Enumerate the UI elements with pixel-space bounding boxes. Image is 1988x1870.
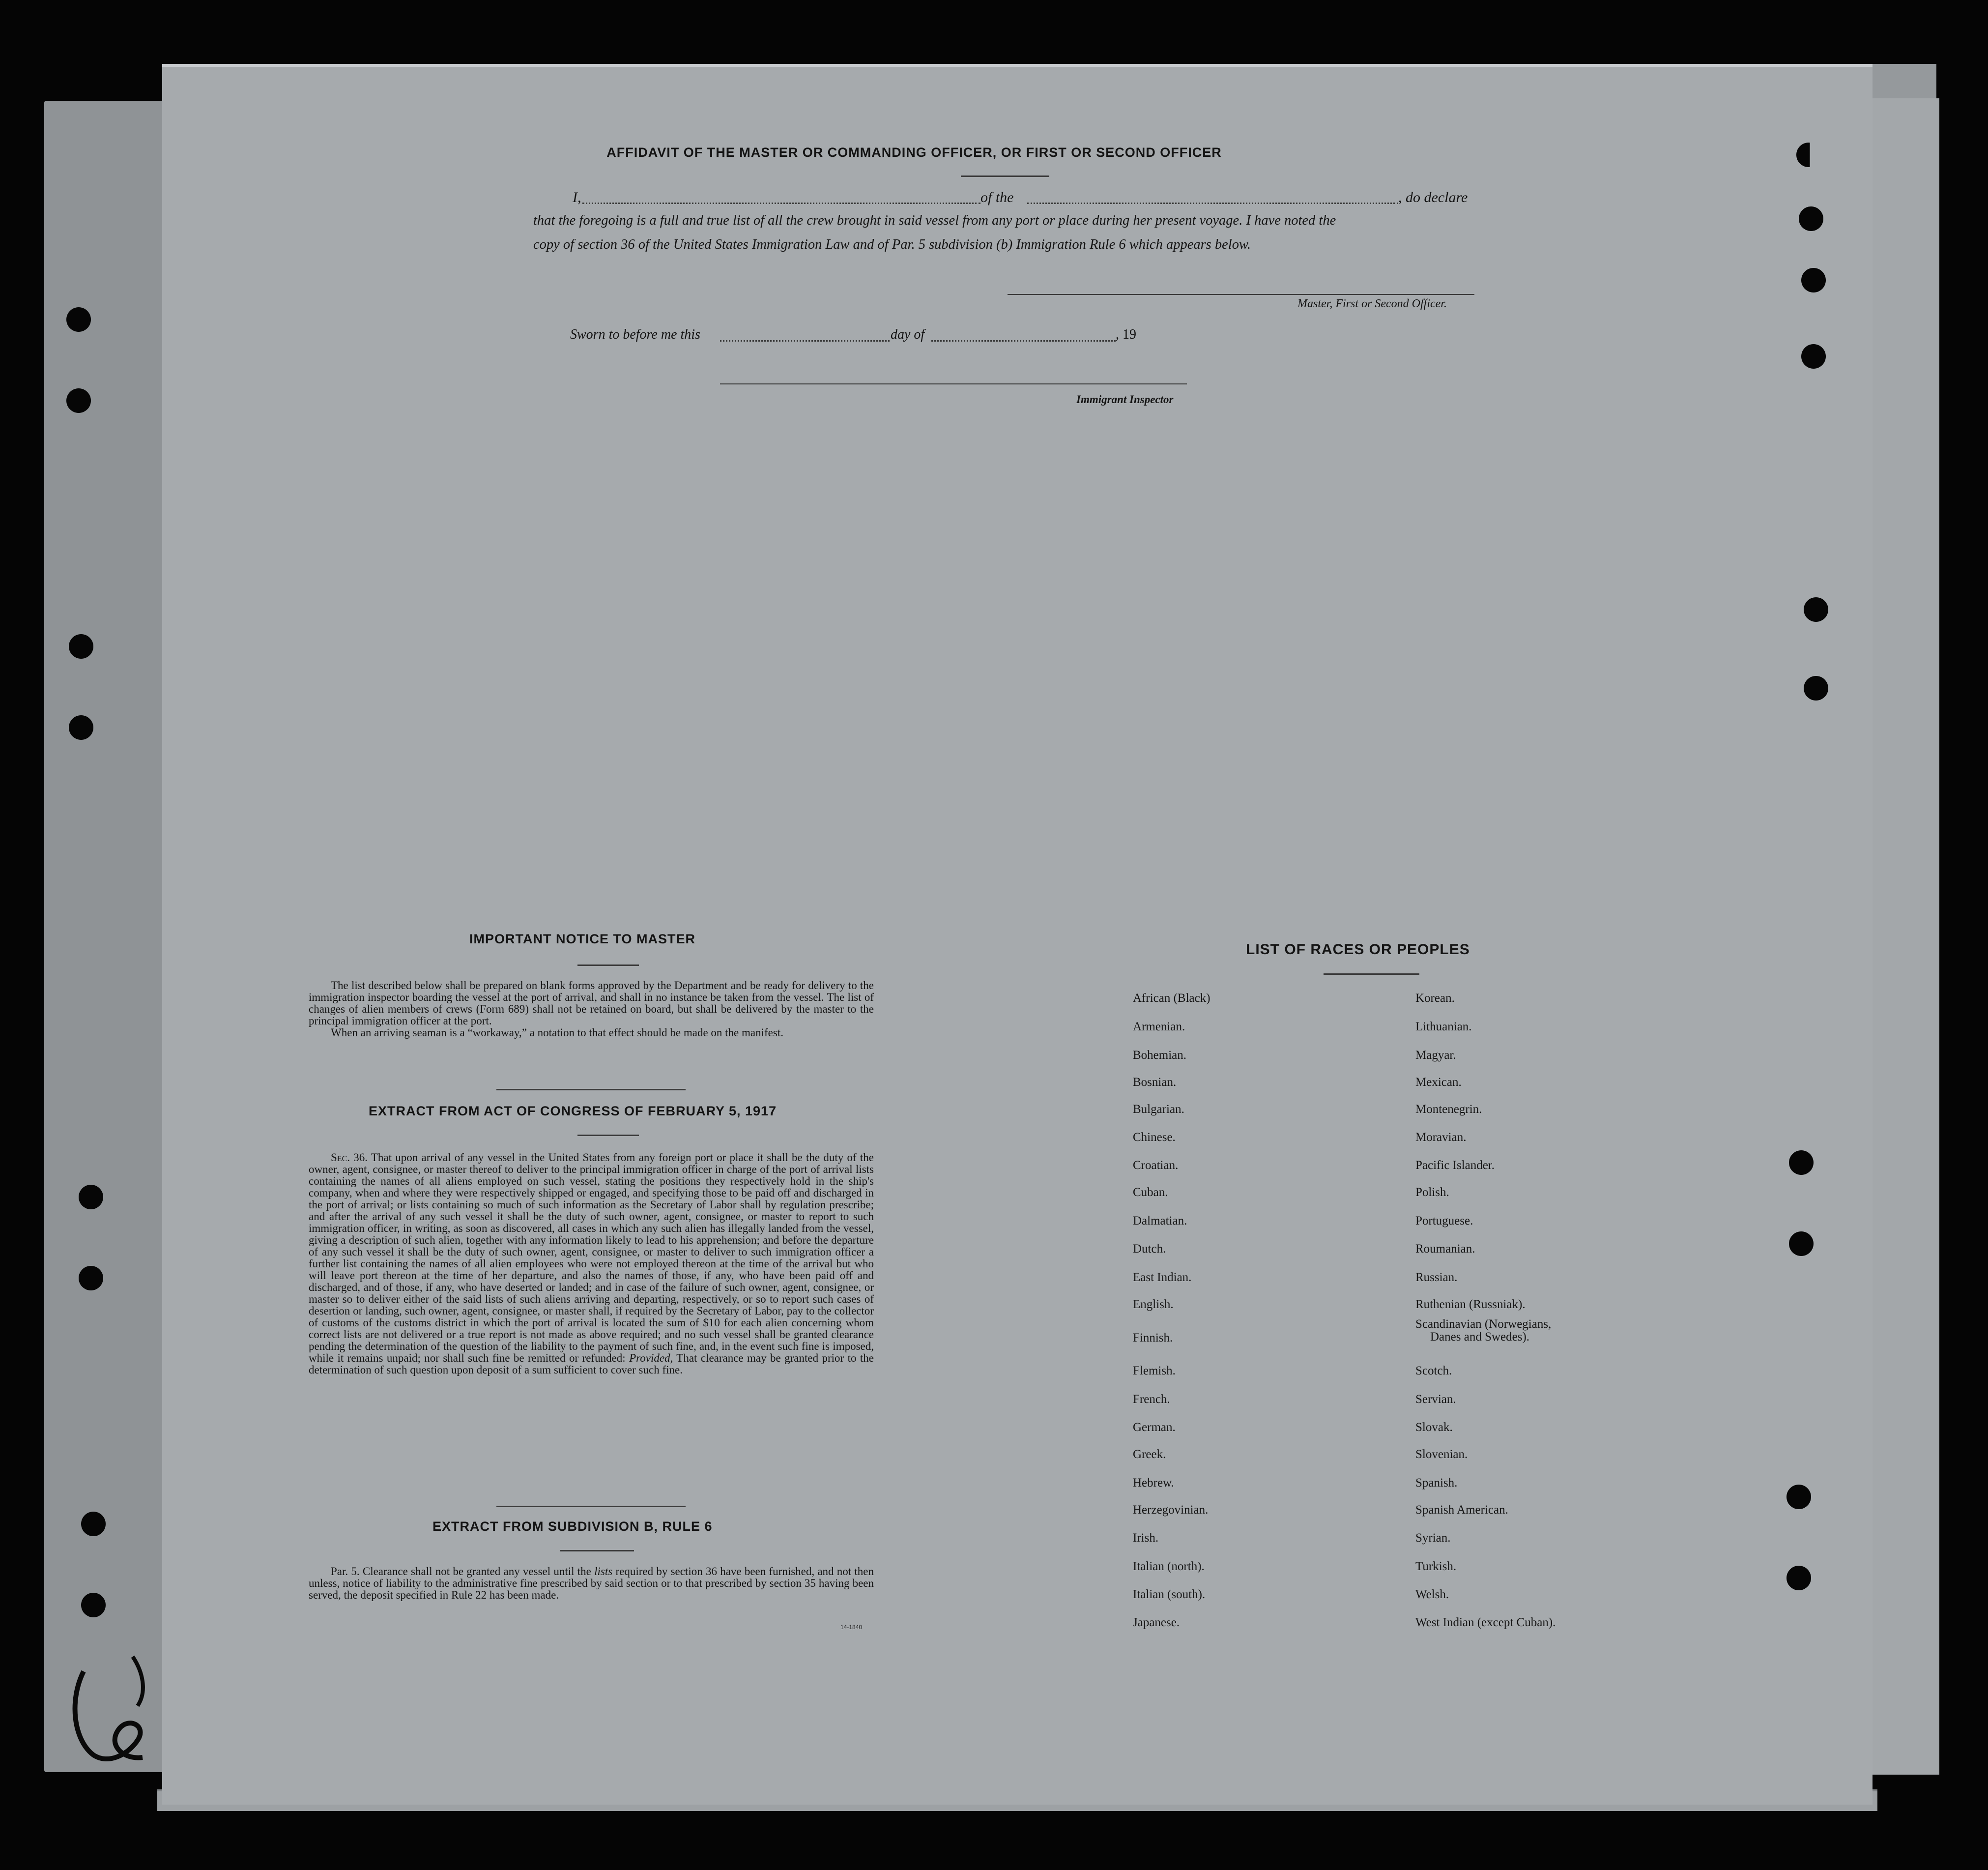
par5-lists: lists xyxy=(594,1565,613,1578)
race-right-item: Ruthenian (Russniak). xyxy=(1415,1298,1526,1311)
form-sheet xyxy=(162,64,1873,1805)
race-left-item: English. xyxy=(1133,1298,1174,1311)
race-left-item: Flemish. xyxy=(1133,1364,1176,1377)
affidavit-of-the-label: of the xyxy=(980,189,1014,205)
divider xyxy=(496,1089,686,1090)
punch-hole xyxy=(79,1266,103,1290)
master-signature-line[interactable] xyxy=(1008,294,1474,295)
race-right-item: Slovak. xyxy=(1415,1421,1453,1434)
par5-part-b: required by section 36 have been furnished, and not then unless, notice of liability to the administrative fine prescribed by said section or to that prescribed by section 35 having been served, the deposit specified in Rule 22 has been made. xyxy=(309,1565,874,1601)
section-36-body: That upon arrival of any vessel in the United States from any foreign port or place it shall be the duty of the owner, agent, consignee, or master thereof to deliver to the principal immigration officer in charge of the port of arrival lists containing the names of all aliens employed on such vessel, stating the positions they respectively hold in the ship's company, when and where they were respectively shipped or engaged, and specifying those to be paid off and discharged in the port of arrival; or lists containing so much of such information as the Secretary of Labor shall by regulation prescribe; and after the arrival of any such vessel it shall be the duty of such owner, agent, consignee, or master to report to such immigration officer, in writing, as soon as discovered, all cases in which any such alien has illegally landed from the vessel, giving a description of such alien, together with any information likely to lead to his apprehension; and before the departure of any such vessel it shall be the duty of such owner, agent, consignee, or master to deliver to such immigration officer a further list containing the names of all alien employees who were not employed thereon at the time of the arrival but who will leave port thereon at the time of her departure, and also the names of those, if any, who have been paid off and discharged, and of those, if any, who have deserted or landed; and in case of the failure of such owner, agent, consignee, or master so to deliver either of the said lists of such aliens arriving and departing, respectively, or so to report such cases of desertion or landing, such owner, agent, consignee, or master shall, if required by the Secretary of Labor, pay to the collector of customs of the customs district in which the port of arrival is located the sum of $10 for each alien concerning whom correct lists are not delivered or a true report is not made as above required; and no such vessel shall be granted clearance pending the determination of the question of the liability to the payment of such fine, and, in the event such fine is imposed, while it remains unpaid; nor shall such fine be remitted or refunded: xyxy=(309,1151,874,1364)
race-left-item: Irish. xyxy=(1133,1531,1159,1545)
par5-part-a: Par. 5. Clearance shall not be granted any vessel until the xyxy=(331,1565,591,1578)
sworn-day-field[interactable] xyxy=(720,340,890,342)
section-36-text xyxy=(309,1152,874,1376)
section-36-provided: Provided, xyxy=(629,1352,673,1364)
punch-hole xyxy=(1789,1150,1814,1175)
punch-hole xyxy=(81,1593,106,1617)
race-left-item: Chinese. xyxy=(1133,1131,1176,1144)
race-left-item: Hebrew. xyxy=(1133,1476,1174,1490)
race-right-item: Scandinavian (Norwegians, xyxy=(1415,1317,1552,1331)
race-right-item: Scotch. xyxy=(1415,1364,1452,1377)
race-left-item: Bohemian. xyxy=(1133,1049,1187,1062)
divider xyxy=(1324,973,1419,975)
sworn-month-field[interactable] xyxy=(931,340,1116,342)
race-left-item: Cuban. xyxy=(1133,1186,1168,1199)
punch-hole xyxy=(1786,1485,1811,1509)
punch-hole xyxy=(69,715,93,740)
notice-paragraph-1: The list described below shall be prepared on blank forms approved by the Department and be ready for delivery to the immigration inspector boarding the vessel at the port of arrival, and shall in no instance be taken from the vessel. The list of changes of alien members of crews (Form 689) shall not be retained on board, but shall be delivered by the master to the principal immigration officer at the port. xyxy=(309,979,874,1027)
affidavit-declare-label: , do declare xyxy=(1398,189,1468,205)
punch-hole xyxy=(1804,676,1828,701)
race-left-item: Herzegovinian. xyxy=(1133,1503,1209,1517)
race-left-item: Dutch. xyxy=(1133,1242,1166,1256)
sworn-label: Sworn to before me this xyxy=(570,327,700,342)
race-right-item: Spanish American. xyxy=(1415,1503,1508,1517)
race-left-item: Croatian. xyxy=(1133,1159,1179,1172)
vessel-name-field[interactable] xyxy=(1027,203,1398,204)
inspector-signature-line[interactable] xyxy=(720,383,1187,384)
race-right-item: Welsh. xyxy=(1415,1588,1449,1601)
race-left-item: East Indian. xyxy=(1133,1271,1192,1284)
race-right-item: Mexican. xyxy=(1415,1076,1462,1089)
race-left-item: Finnish. xyxy=(1133,1331,1173,1344)
race-left-item: Bulgarian. xyxy=(1133,1103,1184,1116)
back-sheet xyxy=(44,101,167,1772)
race-right-item: Slovenian. xyxy=(1415,1448,1468,1461)
races-title: LIST OF RACES OR PEOPLES xyxy=(1246,941,1470,958)
master-signature-label: Master, First or Second Officer. xyxy=(1297,297,1447,310)
race-left-item: Italian (south). xyxy=(1133,1588,1206,1601)
punch-hole xyxy=(1786,1566,1811,1590)
divider xyxy=(496,1506,686,1507)
race-right-item: Polish. xyxy=(1415,1186,1449,1199)
race-right-item: Portuguese. xyxy=(1415,1214,1473,1227)
race-right-item: Montenegrin. xyxy=(1415,1103,1482,1116)
race-right-item: Lithuanian. xyxy=(1415,1020,1472,1033)
race-right-item: Korean. xyxy=(1415,992,1455,1005)
divider xyxy=(560,1550,634,1551)
punch-hole xyxy=(81,1512,106,1536)
race-left-item: Dalmatian. xyxy=(1133,1214,1187,1227)
day-of-label: day of xyxy=(891,327,925,342)
race-right-item: Moravian. xyxy=(1415,1131,1467,1144)
affidavit-title: AFFIDAVIT OF THE MASTER OR COMMANDING OFFICER, OR FIRST OR SECOND OFFICER xyxy=(606,145,1222,160)
punch-hole xyxy=(66,307,91,332)
race-right-item: West Indian (except Cuban). xyxy=(1415,1616,1556,1629)
race-left-item: Armenian. xyxy=(1133,1020,1185,1033)
race-left-item: Bosnian. xyxy=(1133,1076,1177,1089)
affidavit-i-label: I, xyxy=(573,189,581,205)
punch-hole xyxy=(1801,268,1826,292)
form-number: 14-1840 xyxy=(840,1624,863,1631)
race-right-item: Turkish. xyxy=(1415,1560,1457,1573)
section-36-heading: Sec. 36. xyxy=(331,1151,368,1164)
notice-title: IMPORTANT NOTICE TO MASTER xyxy=(469,932,695,946)
race-right-item: Pacific Islander. xyxy=(1415,1159,1495,1172)
punch-hole xyxy=(66,388,91,413)
race-right-item: Roumanian. xyxy=(1415,1242,1475,1256)
year-label: , 19 xyxy=(1116,327,1136,342)
punch-hole xyxy=(1796,143,1821,167)
divider xyxy=(577,1135,639,1136)
section-36-tail: That clearance may be granted prior to the determination of such question upon deposit of a sum sufficient to cover such fine. xyxy=(309,1352,874,1376)
punch-hole xyxy=(1804,597,1828,622)
race-left-item: German. xyxy=(1133,1421,1176,1434)
punch-hole xyxy=(1789,1231,1814,1256)
handwritten-mark xyxy=(64,1642,162,1765)
race-left-item: French. xyxy=(1133,1393,1170,1406)
punch-hole xyxy=(69,634,93,659)
punch-hole xyxy=(1799,206,1823,231)
affidavit-line-2: that the foregoing is a full and true list of all the crew brought in said vessel from any port or place during her present voyage. I have noted the xyxy=(533,213,1336,228)
race-left-item: Italian (north). xyxy=(1133,1560,1205,1573)
notice-body xyxy=(309,980,874,1039)
race-right-item: Magyar. xyxy=(1415,1049,1456,1062)
divider xyxy=(577,964,639,966)
race-right-item: Spanish. xyxy=(1415,1476,1458,1490)
race-left-item: Greek. xyxy=(1133,1448,1166,1461)
punch-hole xyxy=(1801,344,1826,369)
race-right-item: Servian. xyxy=(1415,1393,1456,1406)
punch-hole xyxy=(79,1185,103,1209)
affidavit-line-3: copy of section 36 of the United States Immigration Law and of Par. 5 subdivision (b) Immigration Rule 6 which appears below. xyxy=(533,237,1251,252)
race-left-item: African (Black) xyxy=(1133,992,1210,1005)
extract2-title: EXTRACT FROM SUBDIVISION B, RULE 6 xyxy=(432,1519,713,1534)
notice-paragraph-2: When an arriving seaman is a “workaway,” a notation to that effect should be made on the manifest. xyxy=(331,1026,783,1039)
race-right-item: Syrian. xyxy=(1415,1531,1451,1545)
race-scandinavian-continuation: Danes and Swedes). xyxy=(1430,1330,1530,1344)
race-left-item: Japanese. xyxy=(1133,1616,1180,1629)
divider xyxy=(961,175,1049,177)
race-right-item: Russian. xyxy=(1415,1271,1458,1284)
par5-text xyxy=(309,1566,874,1601)
inspector-label: Immigrant Inspector xyxy=(1076,393,1174,406)
extract1-title: EXTRACT FROM ACT OF CONGRESS OF FEBRUARY 5, 1917 xyxy=(369,1104,777,1118)
master-name-field[interactable] xyxy=(582,203,980,204)
